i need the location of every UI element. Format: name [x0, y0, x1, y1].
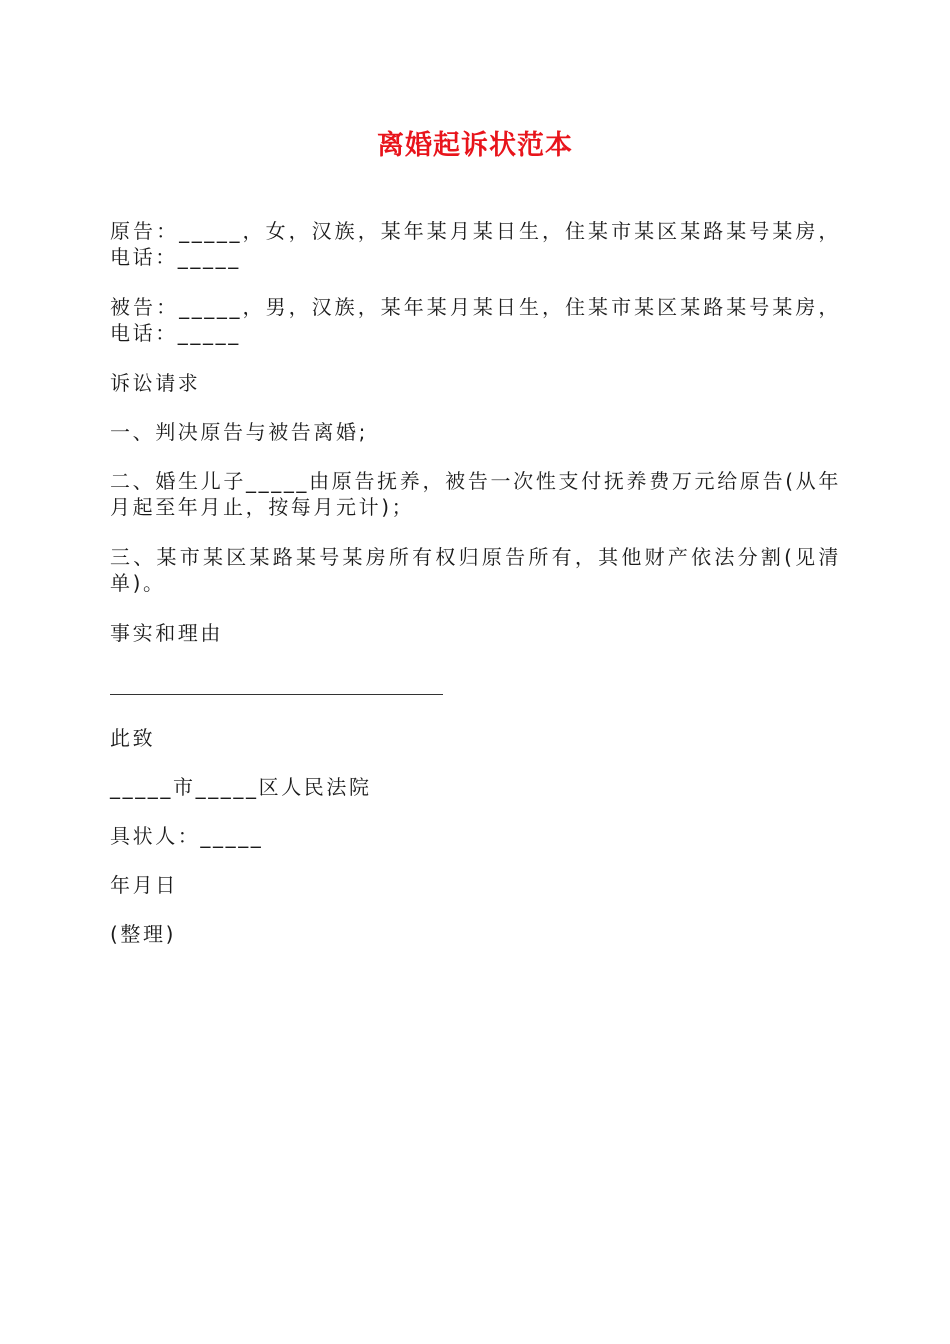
facts-blank-line [110, 694, 443, 695]
claim-item-3: 三、某市某区某路某号某房所有权归原告所有，其他财产依法分割(见清单)。 [110, 545, 841, 595]
source-note: (整理) [110, 922, 177, 946]
document-title: 离婚起诉状范本 [377, 130, 573, 161]
facts-heading: 事实和理由 [110, 621, 223, 645]
defendant-paragraph: 被告：_____，男，汉族，某年某月某日生，住某市某区某路某号某房，电话：_____ [110, 295, 841, 345]
plaintiff-paragraph: 原告：_____，女，汉族，某年某月某日生，住某市某区某路某号某房，电话：_____ [110, 219, 841, 269]
signer-line: 具状人：_____ [110, 824, 264, 848]
document-body [110, 218, 841, 947]
date-line: 年月日 [110, 873, 178, 897]
court-line: _____市_____区人民法院 [110, 775, 372, 799]
claims-heading: 诉讼请求 [110, 371, 201, 395]
claim-item-2: 二、婚生儿子_____由原告抚养，被告一次性支付抚养费万元给原告(从年月起至年月止，按每月元计)； [110, 469, 841, 519]
claim-item-1: 一、判决原告与被告离婚; [110, 420, 368, 444]
salutation: 此致 [110, 726, 156, 750]
